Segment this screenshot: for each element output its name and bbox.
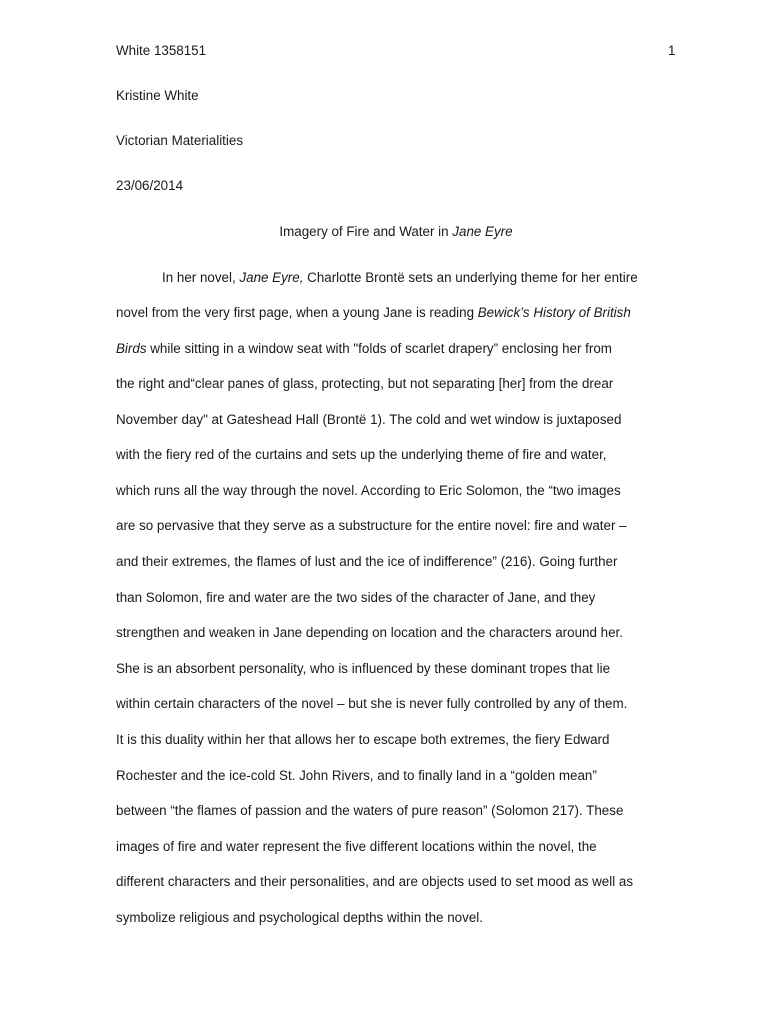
body-line-17: images of fire and water represent the five different locations within the novel, the <box>116 839 597 854</box>
body-line-18: different characters and their personalities, and are objects used to set mood as well as <box>116 874 634 889</box>
body-line-14: It is this duality within her that allows her to escape both extremes, the fiery Edward <box>116 732 610 747</box>
body-line-6: with the fiery red of the curtains and sets up the underlying theme of fire and water, <box>116 447 607 462</box>
body-text: while sitting in a window seat with "folds of scarlet drapery” enclosing her from <box>146 341 612 356</box>
page-number: 1 <box>668 43 676 58</box>
title-prefix: Imagery of Fire and Water in <box>279 224 453 239</box>
body-line-11: strengthen and weaken in Jane depending on location and the characters around her. <box>116 625 623 640</box>
body-text: Charlotte Brontë sets an underlying theme for her entire <box>303 270 638 285</box>
body-text: In her novel, <box>162 270 240 285</box>
body-line-1 <box>162 270 638 285</box>
body-line-7: which runs all the way through the novel. According to Eric Solomon, the “two images <box>116 483 621 498</box>
body-line-8: are so pervasive that they serve as a substructure for the entire novel: fire and water – <box>116 518 627 533</box>
course-name: Victorian Materialities <box>116 133 244 148</box>
body-line-12: She is an absorbent personality, who is influenced by these dominant tropes that lie <box>116 661 611 676</box>
title-work: Jane Eyre <box>452 224 513 239</box>
body-italic: Bewick’s History of British <box>477 305 631 320</box>
author-name: Kristine White <box>116 88 199 103</box>
body-italic: Jane Eyre, <box>239 270 304 285</box>
body-line-9: and their extremes, the flames of lust and the ice of indifference” (216). Going further <box>116 554 618 569</box>
body-line-3 <box>116 341 612 356</box>
body-line-15: Rochester and the ice-cold St. John Rivers, and to finally land in a “golden mean” <box>116 768 597 783</box>
essay-title <box>116 224 676 239</box>
body-line-13: within certain characters of the novel – but she is never fully controlled by any of them. <box>116 696 628 711</box>
body-line-4: the right and“clear panes of glass, protecting, but not separating [her] from the drear <box>116 376 614 391</box>
body-line-10: than Solomon, fire and water are the two sides of the character of Jane, and they <box>116 590 596 605</box>
running-head: White 1358151 <box>116 43 207 58</box>
essay-date: 23/06/2014 <box>116 178 184 193</box>
body-text: novel from the very first page, when a young Jane is reading <box>116 305 478 320</box>
body-line-19: symbolize religious and psychological depths within the novel. <box>116 910 483 925</box>
body-italic: Birds <box>116 341 147 356</box>
body-line-16: between “the flames of passion and the waters of pure reason” (Solomon 217). These <box>116 803 624 818</box>
body-line-2 <box>116 305 631 320</box>
body-line-5: November day" at Gateshead Hall (Brontë 1). The cold and wet window is juxtaposed <box>116 412 622 427</box>
